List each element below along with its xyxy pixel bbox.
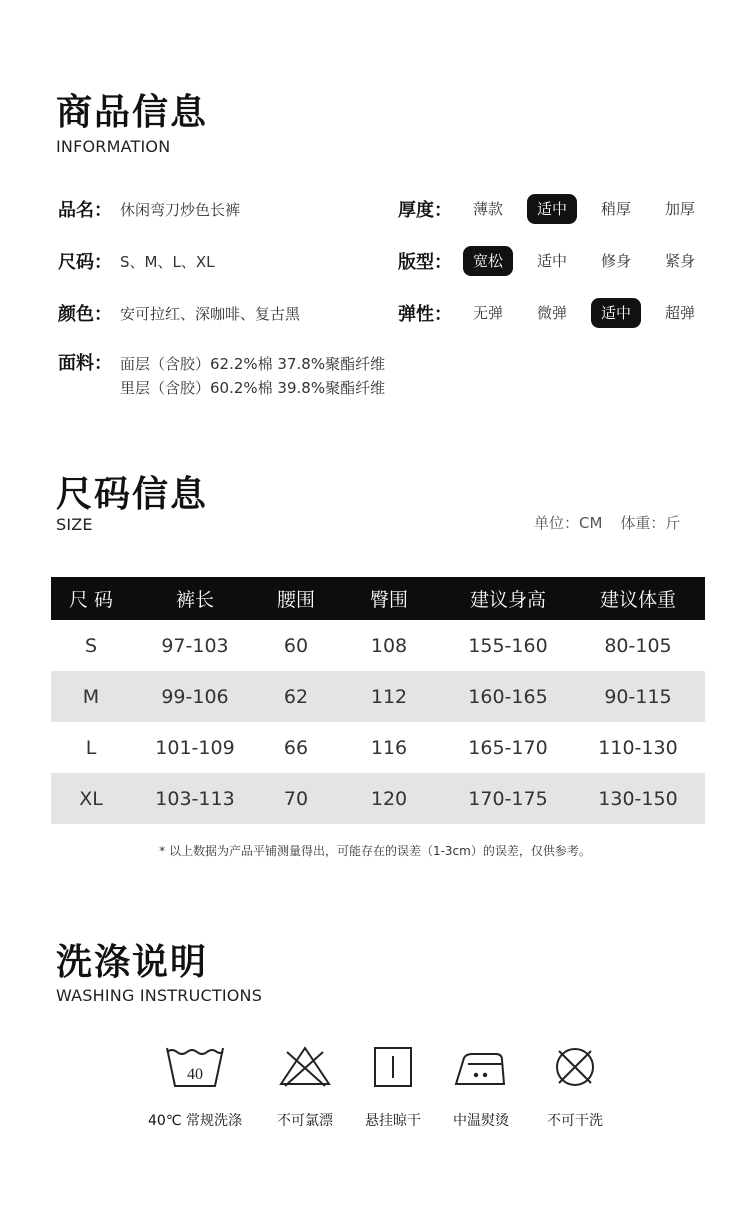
attr-option: 薄款 — [472, 200, 503, 218]
wash-instruction — [345, 1042, 441, 1130]
wash-label: 40℃ 常规洗涤 — [148, 1113, 242, 1129]
table-cell: 112 — [333, 671, 445, 722]
wash-instruction — [257, 1042, 353, 1130]
wash-temperature-text: 40 — [187, 1066, 203, 1083]
material-line-outer: 面层（含胶）62.2%棉 37.8%聚酯纤维 — [120, 355, 386, 373]
info-row-name — [58, 194, 240, 224]
table-cell: 165-170 — [468, 736, 548, 759]
unit-info — [534, 512, 680, 533]
info-key: 尺码： — [58, 252, 112, 273]
wash-instruction — [433, 1042, 529, 1130]
table-cell: 170-175 — [445, 773, 571, 824]
attr-option: 无弹 — [472, 304, 503, 322]
table-cell: 66 — [283, 736, 309, 759]
table-cell: 108 — [370, 634, 408, 657]
table-cell: 160-165 — [445, 671, 571, 722]
header-waist: 腰围 — [259, 577, 333, 620]
header-hip: 臀围 — [333, 577, 445, 620]
table-cell: 110-130 — [598, 736, 678, 759]
table-cell: 97-103 — [161, 634, 229, 657]
size-section-subtitle: SIZE — [56, 515, 93, 534]
header-height: 建议身高 — [445, 577, 571, 620]
material-key: 面料： — [58, 353, 112, 374]
attr-row-fit — [398, 246, 708, 276]
table-cell: 116 — [370, 736, 408, 759]
table-cell: 130-150 — [571, 773, 705, 824]
table-cell: 101-109 — [155, 736, 235, 759]
material-block — [58, 352, 385, 400]
table-cell: 103-113 — [131, 773, 259, 824]
product-section-subtitle: INFORMATION — [56, 137, 171, 156]
table-row — [51, 722, 705, 773]
no-bleach-icon — [257, 1042, 353, 1096]
wash-label: 中温熨烫 — [453, 1113, 509, 1129]
hang-dry-icon — [345, 1042, 441, 1096]
unit-label: 单位：CM — [534, 514, 603, 532]
attr-option: 紧身 — [664, 252, 695, 270]
wash-label: 不可干洗 — [547, 1113, 603, 1129]
wash-label: 不可氯漂 — [277, 1113, 333, 1129]
attr-option-selected: 宽松 — [463, 246, 513, 276]
info-value: S、M、L、XL — [120, 252, 215, 271]
attr-option-selected: 适中 — [591, 298, 641, 328]
table-cell: 70 — [259, 773, 333, 824]
wash-instruction — [527, 1042, 623, 1130]
info-row-color — [58, 298, 300, 328]
material-line-inner: 里层（含胶）60.2%棉 39.8%聚酯纤维 — [120, 379, 386, 397]
wash-instruction — [147, 1042, 243, 1130]
table-row — [51, 773, 705, 824]
table-cell: L — [85, 736, 97, 759]
attr-row-elasticity — [398, 298, 708, 328]
info-value: 休闲弯刀炒色长裤 — [120, 200, 241, 219]
attr-option: 修身 — [600, 252, 631, 270]
washing-section-subtitle: WASHING INSTRUCTIONS — [56, 986, 263, 1005]
attr-option: 加厚 — [664, 200, 695, 218]
header-length: 裤长 — [131, 577, 259, 620]
no-dry-clean-icon — [527, 1042, 623, 1096]
attr-option: 稍厚 — [600, 200, 631, 218]
weight-unit-label: 体重：斤 — [620, 514, 681, 532]
table-cell: XL — [51, 773, 131, 824]
table-cell: 62 — [259, 671, 333, 722]
table-cell: S — [84, 634, 98, 657]
attr-key: 厚度： — [398, 200, 452, 221]
wash-tub-40-icon — [147, 1042, 243, 1096]
washing-section-title: 洗涤说明 — [56, 942, 209, 983]
attr-option: 微弹 — [536, 304, 567, 322]
attr-option-selected: 适中 — [527, 194, 577, 224]
table-cell: 99-106 — [131, 671, 259, 722]
size-section-title: 尺码信息 — [56, 474, 209, 515]
size-table — [51, 577, 705, 824]
table-cell: 60 — [283, 634, 309, 657]
table-cell: 90-115 — [571, 671, 705, 722]
wash-label: 悬挂晾干 — [365, 1113, 421, 1129]
attr-key: 弹性： — [398, 304, 452, 325]
info-value: 安可拉红、深咖啡、复古黑 — [120, 304, 301, 323]
info-key: 品名： — [58, 200, 112, 221]
table-cell: 80-105 — [604, 634, 672, 657]
table-cell: 120 — [333, 773, 445, 824]
attr-option: 适中 — [536, 252, 567, 270]
info-row-size — [58, 246, 214, 276]
product-section-title: 商品信息 — [56, 92, 209, 133]
info-key: 颜色： — [58, 304, 112, 325]
table-header-row — [51, 577, 705, 620]
header-weight: 建议体重 — [571, 577, 705, 620]
table-cell: M — [51, 671, 131, 722]
table-cell: 155-160 — [468, 634, 548, 657]
table-row — [51, 671, 705, 722]
measurement-note: * 以上数据为产品平铺测量得出，可能存在的误差（1-3cm）的误差，仅供参考。 — [159, 844, 591, 858]
attr-key: 版型： — [398, 252, 452, 273]
iron-medium-icon — [433, 1042, 529, 1096]
attr-option: 超弹 — [664, 304, 695, 322]
table-row — [51, 620, 705, 671]
attr-row-thickness — [398, 194, 708, 224]
header-size: 尺 码 — [51, 577, 131, 620]
